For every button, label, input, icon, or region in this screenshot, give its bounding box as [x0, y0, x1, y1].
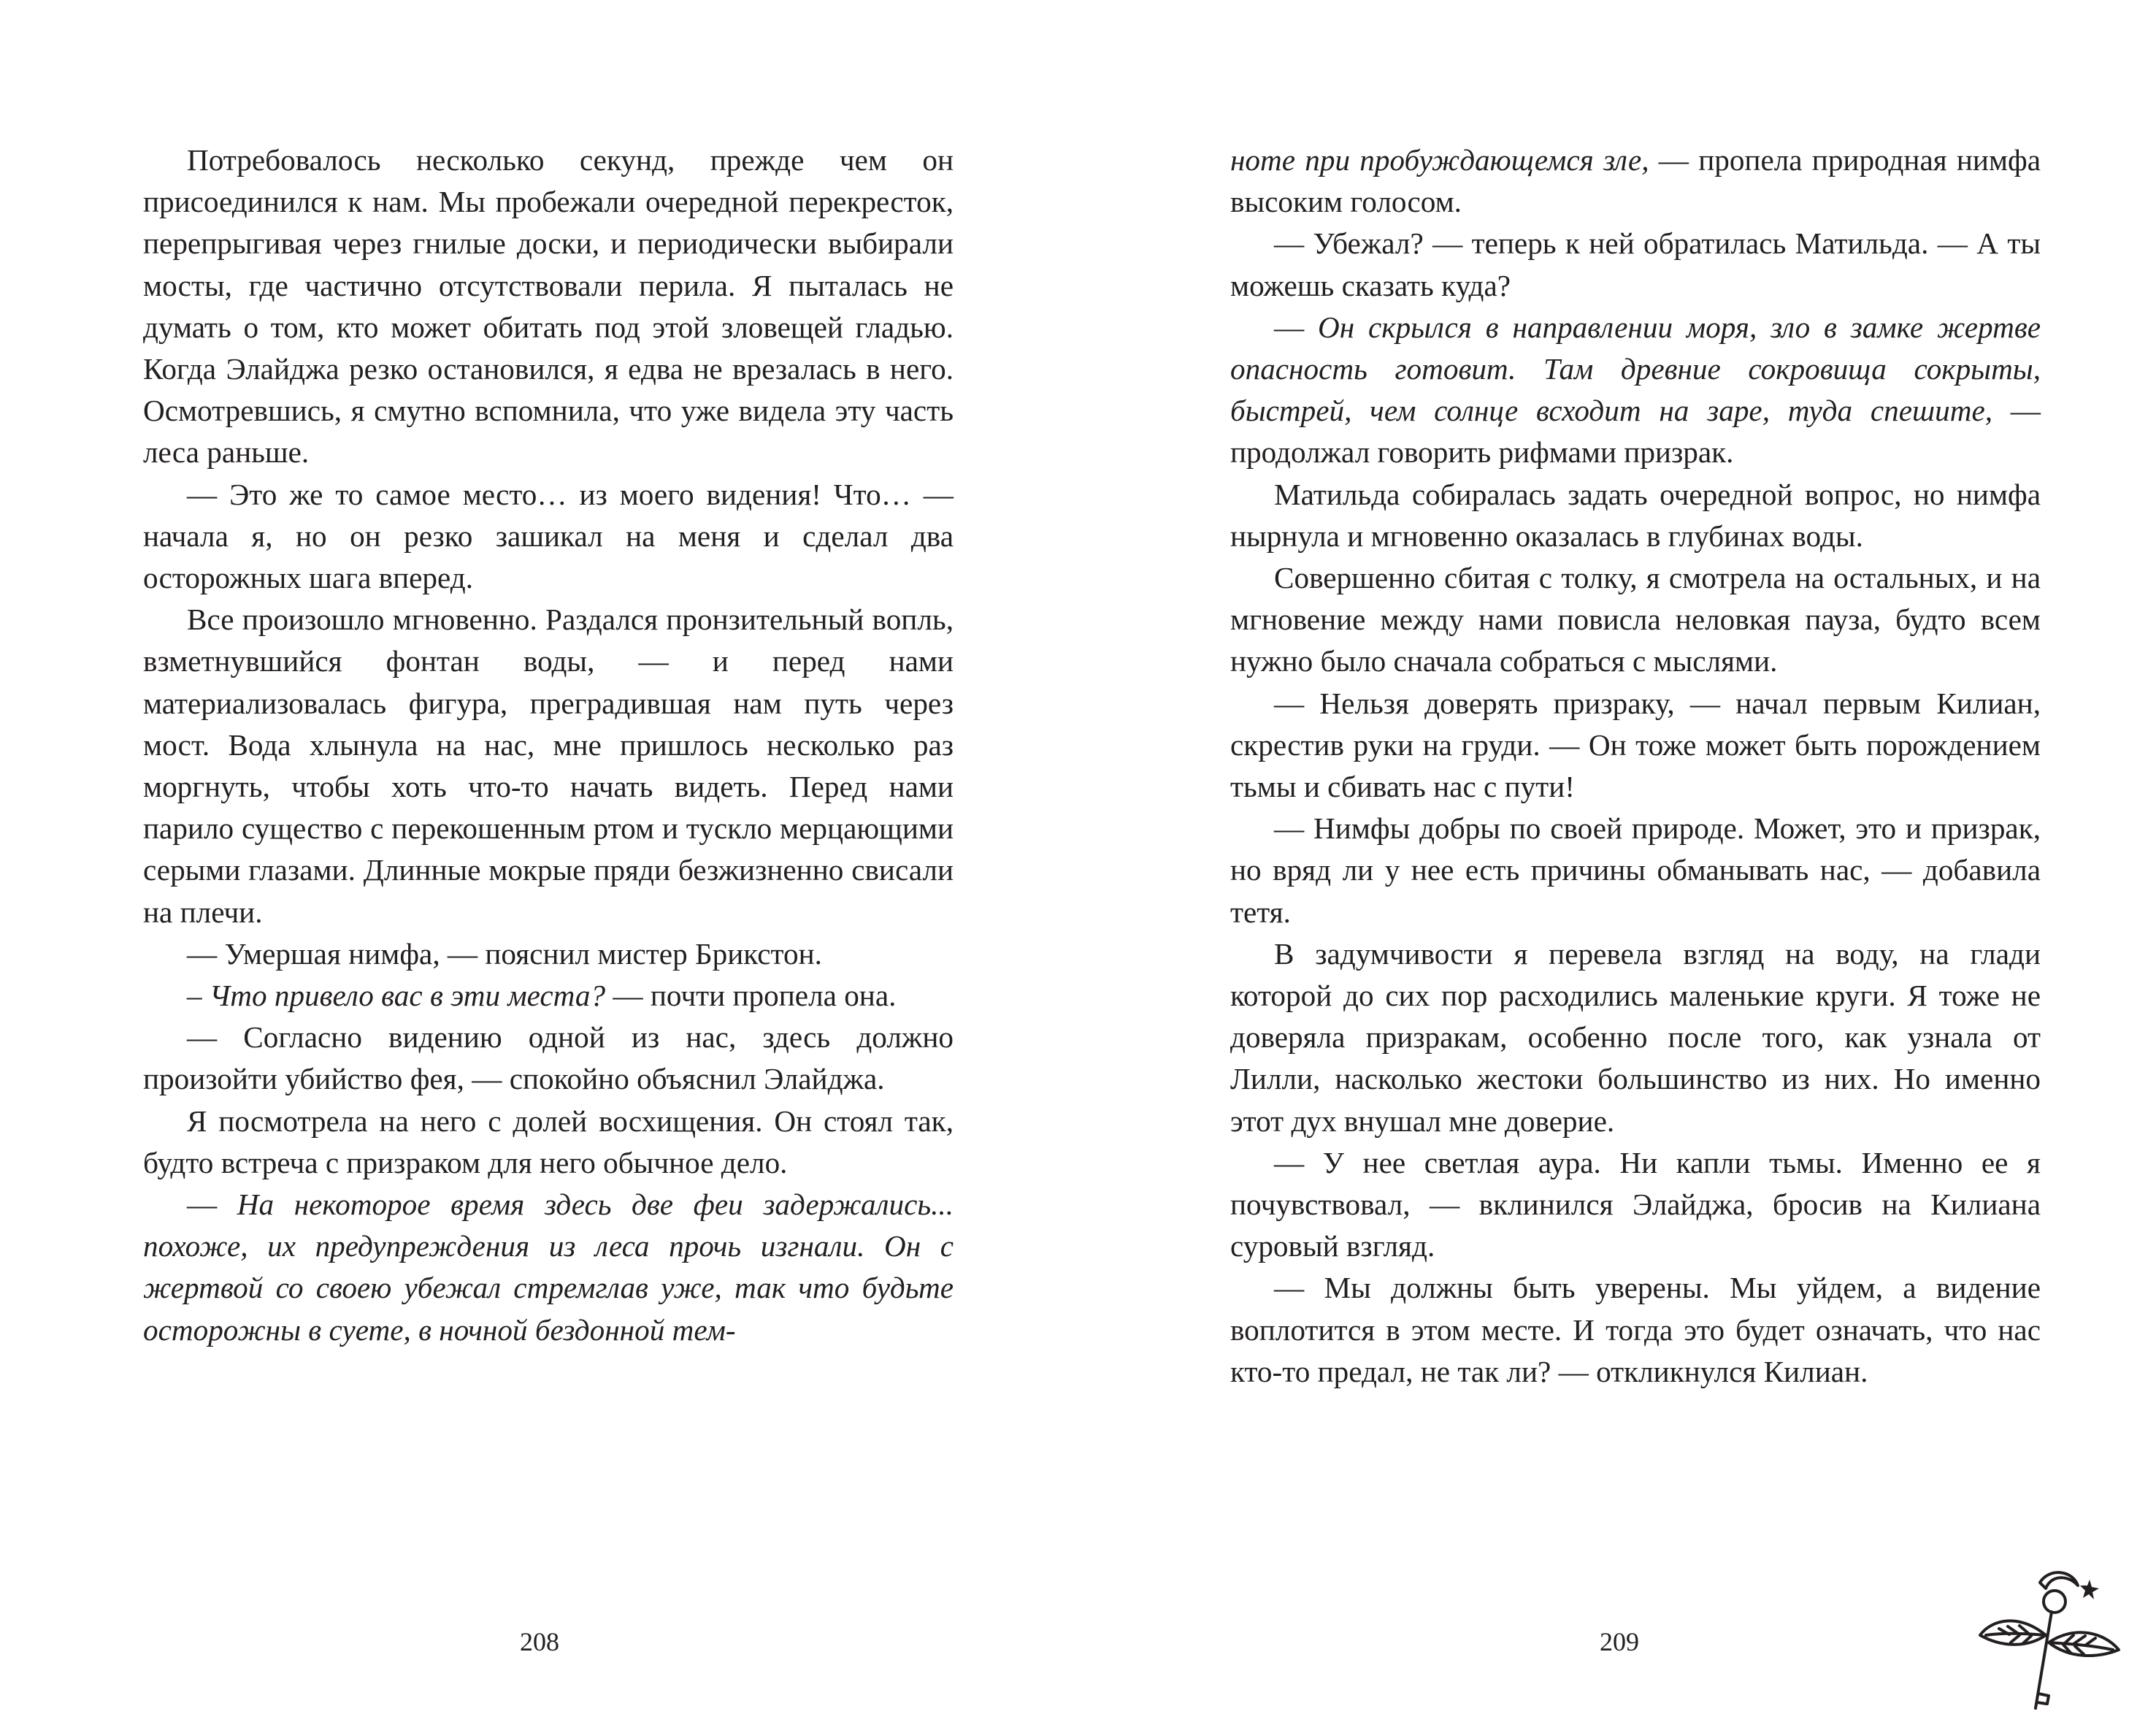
- italic-text-run: На некоторое время здесь две феи задержались... похоже, их предупреждения из леса прочь изгнали. Он с жертвой со своею убежал стремглав уже, так что будьте осторожны в суете, в ночной бездонной тем-: [143, 1187, 954, 1347]
- text-run: — Мы должны быть уверены. Мы уйдем, а видение воплотится в этом месте. И тогда это будет означать, что нас кто-то предал, не так ли? — откликнулся Килиан.: [1230, 1271, 2041, 1388]
- text-run: Потребовалось несколько секунд, прежде чем он присоединился к нам. Мы пробежали очередной перекресток, перепрыгивая через гнилые доски, и периодически выбирали мосты, где частично отсутствовали перила. Я пыталась не думать о том, кто может обитать под этой зловещей гладью. Когда Элайджа резко остановился, я едва не врезалась в него. Осмотревшись, я смутно вспомнила, что уже видела эту часть леса раньше.: [143, 143, 954, 470]
- paragraph: [143, 139, 954, 474]
- right-page: [1078, 0, 2156, 1725]
- italic-text-run: ноте при пробуждающемся зле,: [1230, 143, 1649, 177]
- text-run: — Это же то самое место… из моего видения! Что… — начала я, но он резко зашикал на меня и сделал два осторожных шага вперед.: [143, 477, 954, 595]
- star-icon: [2080, 1580, 2099, 1599]
- text-run: Матильда собиралась задать очередной вопрос, но нимфа нырнула и мгновенно оказалась в глубинах воды.: [1230, 477, 2041, 553]
- paragraph: [1230, 1142, 2041, 1268]
- text-run: — почти пропела она.: [605, 979, 897, 1013]
- crescent-moon: [2040, 1572, 2078, 1588]
- text-run: — Нельзя доверять призраку, — начал первым Килиан, скрестив руки на груди. — Он тоже может быть порождением тьмы и сбивать нас с пути!: [1230, 686, 2041, 804]
- paragraph: [1230, 1267, 2041, 1393]
- text-run: — Умершая нимфа, — пояснил мистер Брикстон.: [187, 936, 822, 971]
- paragraph: [143, 975, 954, 1017]
- key-bit: [2037, 1694, 2049, 1704]
- paragraph: [143, 1101, 954, 1184]
- paragraph: [143, 1017, 954, 1100]
- text-run: — У нее светлая аура. Ни капли тьмы. Именно ее я почувствовал, — вклинился Элайджа, бросив на Килиана суровый взгляд.: [1230, 1145, 2041, 1263]
- key-with-leaves-and-moon-icon: [1976, 1565, 2128, 1717]
- text-run: —: [1274, 310, 1319, 344]
- key-bow-ring: [2044, 1591, 2065, 1613]
- paragraph: [1230, 683, 2041, 808]
- paragraph: [1230, 223, 2041, 306]
- paragraph: [143, 1184, 954, 1351]
- text-run: — Убежал? — теперь к ней обратилась Матильда. — А ты можешь сказать куда?: [1230, 226, 2041, 302]
- text-run: –: [187, 979, 210, 1013]
- text-run: — пропела природная нимфа высоким голосом.: [1230, 143, 2041, 219]
- paragraph: [1230, 474, 2041, 557]
- text-run: Все произошло мгновенно. Раздался пронзительный вопль, взметнувшийся фонтан воды, — и перед нами материализовалась фигура, преградившая нам путь через мост. Вода хлынула на нас, мне пришлось несколько раз моргнуть, чтобы хоть что-то начать видеть. Перед нами парило существо с перекошенным ртом и тускло мерцающими серыми глазами. Длинные мокрые пряди безжизненно свисали на плечи.: [143, 603, 954, 929]
- text-run: — продолжал говорить рифмами призрак.: [1230, 394, 2041, 470]
- text-run: — Согласно видению одной из нас, здесь должно произойти убийство фея, — спокойно объяснил Элайджа.: [143, 1020, 954, 1096]
- paragraph: [1230, 933, 2041, 1142]
- paragraph: [143, 933, 954, 975]
- paragraph: [1230, 139, 2041, 223]
- text-run: —: [187, 1187, 237, 1222]
- paragraph: [1230, 557, 2041, 683]
- left-leaf-vein: [1986, 1634, 2046, 1635]
- paragraph: [1230, 307, 2041, 474]
- text-run: — Нимфы добры по своей природе. Может, это и призрак, но вряд ли у нее есть причины обманывать нас, — добавила тетя.: [1230, 811, 2041, 929]
- text-run: Совершенно сбитая с толку, я смотрела на остальных, и на мгновение между нами повисла неловкая пауза, будто всем нужно было сначала собраться с мыслями.: [1230, 561, 2041, 678]
- left-page-number: 208: [520, 1627, 559, 1656]
- paragraph: [143, 474, 954, 600]
- text-run: В задумчивости я перевела взгляд на воду, на глади которой до сих пор расходились маленькие круги. Я тоже не доверяла призракам, особенно после того, как узнала от Лилли, насколько жестоки большинство из них. Но именно этот дух внушал мне доверие.: [1230, 936, 2041, 1138]
- text-run: Я посмотрела на него с долей восхищения. Он стоял так, будто встреча с призраком для него обычное дело.: [143, 1104, 954, 1179]
- italic-text-run: Что привело вас в эти места?: [209, 979, 606, 1013]
- left-page-text: [143, 139, 954, 1351]
- paragraph: [1230, 808, 2041, 933]
- right-page-number: 209: [1600, 1627, 1639, 1656]
- italic-text-run: Он скрылся в направлении моря, зло в замке жертве опасность готовит. Там древние сокровища сокрыты, быстрей, чем солнце всходит на заре, туда спешите,: [1230, 310, 2041, 428]
- paragraph: [143, 599, 954, 933]
- right-page-text: [1230, 139, 2041, 1393]
